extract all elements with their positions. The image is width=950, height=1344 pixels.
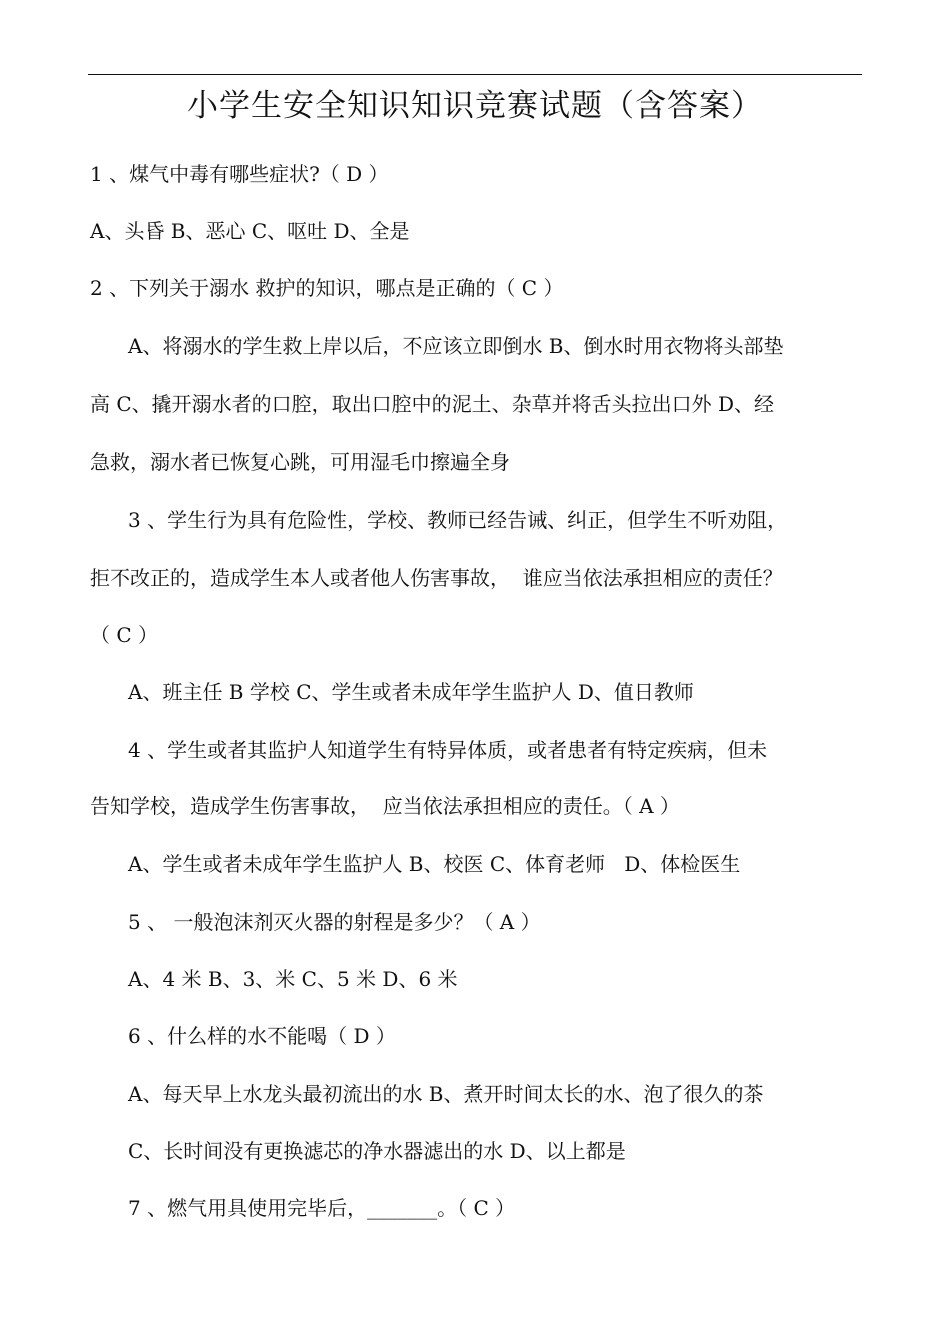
question-1: 1 、煤气中毒有哪些症状?（ D ） [90, 162, 389, 186]
document-title: 小学生安全知识知识竞赛试题（含答案） [187, 88, 763, 124]
question-6: 6 、什么样的水不能喝（ D ） [128, 1024, 396, 1048]
header-rule [88, 74, 862, 75]
question-3-line-2: 拒不改正的，造成学生本人或者他人伤害事故， 谁应当依法承担相应的责任？ [90, 566, 783, 590]
question-2: 2 、下列关于溺水 救护的知识，哪点是正确的（ C ） [90, 276, 564, 300]
options-5: A、4 米 B、3、米 C、5 米 D、6 米 [128, 967, 458, 991]
options-2-line-1: A、将溺水的学生救上岸以后，不应该立即倒水 B、倒水时用衣物将头部垫 [128, 334, 784, 358]
options-4: A、学生或者未成年学生监护人 B、校医 C、体育老师 D、体检医生 [128, 852, 741, 876]
options-6-line-2: C、长时间没有更换滤芯的净水器滤出的水 D、以上都是 [128, 1139, 626, 1163]
question-5: 5 、 一般泡沫剂灭火器的射程是多少？（ A ） [128, 910, 541, 934]
options-1: A、头昏 B、恶心 C、呕吐 D、全是 [90, 219, 410, 243]
question-4-line-2: 告知学校，造成学生伤害事故， 应当依法承担相应的责任。（ A ） [90, 794, 680, 818]
options-2-line-3: 急救，溺水者已恢复心跳，可用湿毛巾擦遍全身 [90, 450, 510, 474]
question-4-line-1: 4 、学生或者其监护人知道学生有特异体质，或者患者有特定疾病，但未 [128, 738, 768, 762]
options-3: A、班主任 B 学校 C、学生或者未成年学生监护人 D、值日教师 [128, 680, 694, 704]
question-7: 7 、燃气用具使用完毕后，_______。（ C ） [128, 1196, 516, 1220]
options-2-line-2: 高 C、撬开溺水者的口腔，取出口腔中的泥土、杂草并将舌头拉出口外 D、经 [90, 392, 775, 416]
question-3-answer: （ C ） [90, 623, 159, 647]
options-6-line-1: A、每天早上水龙头最初流出的水 B、煮开时间太长的水、泡了很久的茶 [128, 1082, 764, 1106]
question-3-line-1: 3 、学生行为具有危险性，学校、教师已经告诫、纠正，但学生不听劝阻， [128, 508, 788, 532]
